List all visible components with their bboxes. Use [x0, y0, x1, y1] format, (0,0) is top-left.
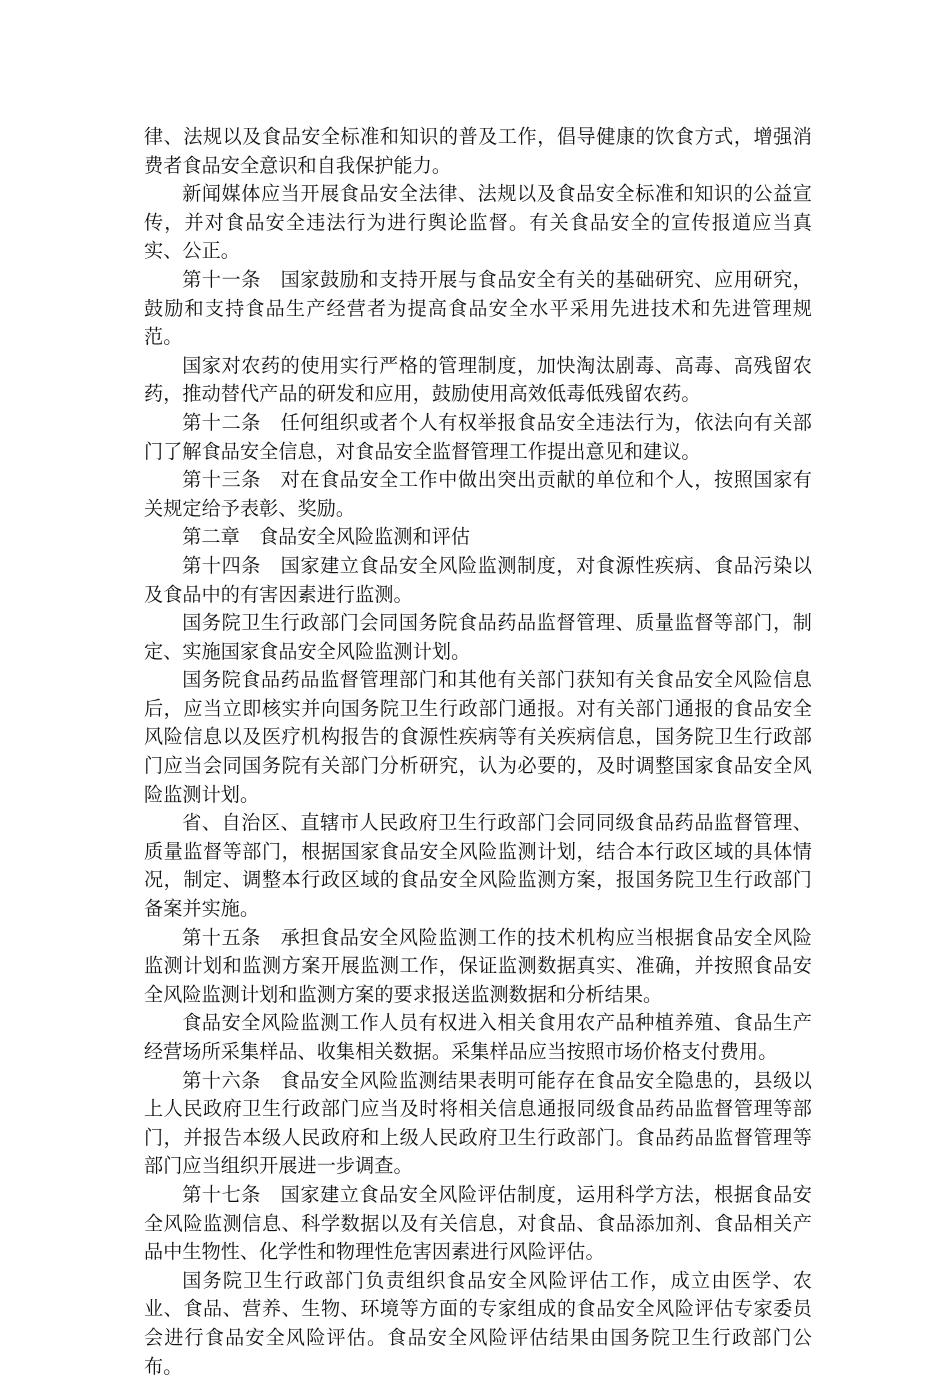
chapter-heading: 第二章 食品安全风险监测和评估	[182, 525, 471, 549]
paragraph: 省、自治区、直辖市人民政府卫生行政部门会同同级食品药品监督管理、质量监督等部门，根据国家食品安全风险监测计划，结合本行政区域的具体情况，制定、调整本行政区域的食品安全风险监测方案，报国务院卫生行政部门备案并实施。	[144, 811, 812, 921]
article-16-paragraph: 第十六条 食品安全风险监测结果表明可能存在食品安全隐患的，县级以上人民政府卫生行政部门应当及时将相关信息通报同级食品药品监督管理等部门，并报告本级人民政府和上级人民政府卫生行政部门。食品药品监督管理等部门应当组织开展进一步调查。	[144, 1068, 812, 1178]
article-17-paragraph: 第十七条 国家建立食品安全风险评估制度，运用科学方法，根据食品安全风险监测信息、科学数据以及有关信息，对食品、食品添加剂、食品相关产品中生物性、化学性和物理性危害因素进行风险评估。	[144, 1182, 812, 1264]
document-page	[144, 123, 812, 1381]
article-14-paragraph: 第十四条 国家建立食品安全风险监测制度，对食源性疾病、食品污染以及食品中的有害因素进行监测。	[144, 553, 812, 606]
paragraph: 新闻媒体应当开展食品安全法律、法规以及食品安全标准和知识的公益宣传，并对食品安全违法行为进行舆论监督。有关食品安全的宣传报道应当真实、公正。	[144, 182, 812, 263]
paragraph: 国家对农药的使用实行严格的管理制度，加快淘汰剧毒、高毒、高残留农药，推动替代产品的研发和应用，鼓励使用高效低毒低残留农药。	[144, 353, 812, 406]
paragraph: 国务院食品药品监督管理部门和其他有关部门获知有关食品安全风险信息后，应当立即核实并向国务院卫生行政部门通报。对有关部门通报的食品安全风险信息以及医疗机构报告的食源性疾病等有关疾病信息，国务院卫生行政部门应当会同国务院有关部门分析研究，认为必要的，及时调整国家食品安全风险监测计划。	[144, 668, 812, 806]
article-13-paragraph: 第十三条 对在食品安全工作中做出突出贡献的单位和个人，按照国家有关规定给予表彰、奖励。	[144, 468, 812, 520]
article-15-paragraph: 第十五条 承担食品安全风险监测工作的技术机构应当根据食品安全风险监测计划和监测方案开展监测工作，保证监测数据真实、准确，并按照食品安全风险监测计划和监测方案的要求报送监测数据和分析结果。	[144, 925, 812, 1006]
paragraph: 国务院卫生行政部门负责组织食品安全风险评估工作，成立由医学、农业、食品、营养、生物、环境等方面的专家组成的食品安全风险评估专家委员会进行食品安全风险评估。食品安全风险评估结果由国务院卫生行政部门公布。	[144, 1268, 812, 1378]
paragraph: 律、法规以及食品安全标准和知识的普及工作，倡导健康的饮食方式，增强消费者食品安全意识和自我保护能力。	[144, 125, 812, 177]
article-11-paragraph: 第十一条 国家鼓励和支持开展与食品安全有关的基础研究、应用研究，鼓励和支持食品生产经营者为提高食品安全水平采用先进技术和先进管理规范。	[144, 267, 812, 349]
article-12-paragraph: 第十二条 任何组织或者个人有权举报食品安全违法行为，依法向有关部门了解食品安全信息，对食品安全监督管理工作提出意见和建议。	[144, 410, 812, 463]
paragraph: 国务院卫生行政部门会同国务院食品药品监督管理、质量监督等部门，制定、实施国家食品安全风险监测计划。	[144, 611, 812, 663]
paragraph: 食品安全风险监测工作人员有权进入相关食用农产品种植养殖、食品生产经营场所采集样品、收集相关数据。采集样品应当按照市场价格支付费用。	[144, 1011, 812, 1063]
